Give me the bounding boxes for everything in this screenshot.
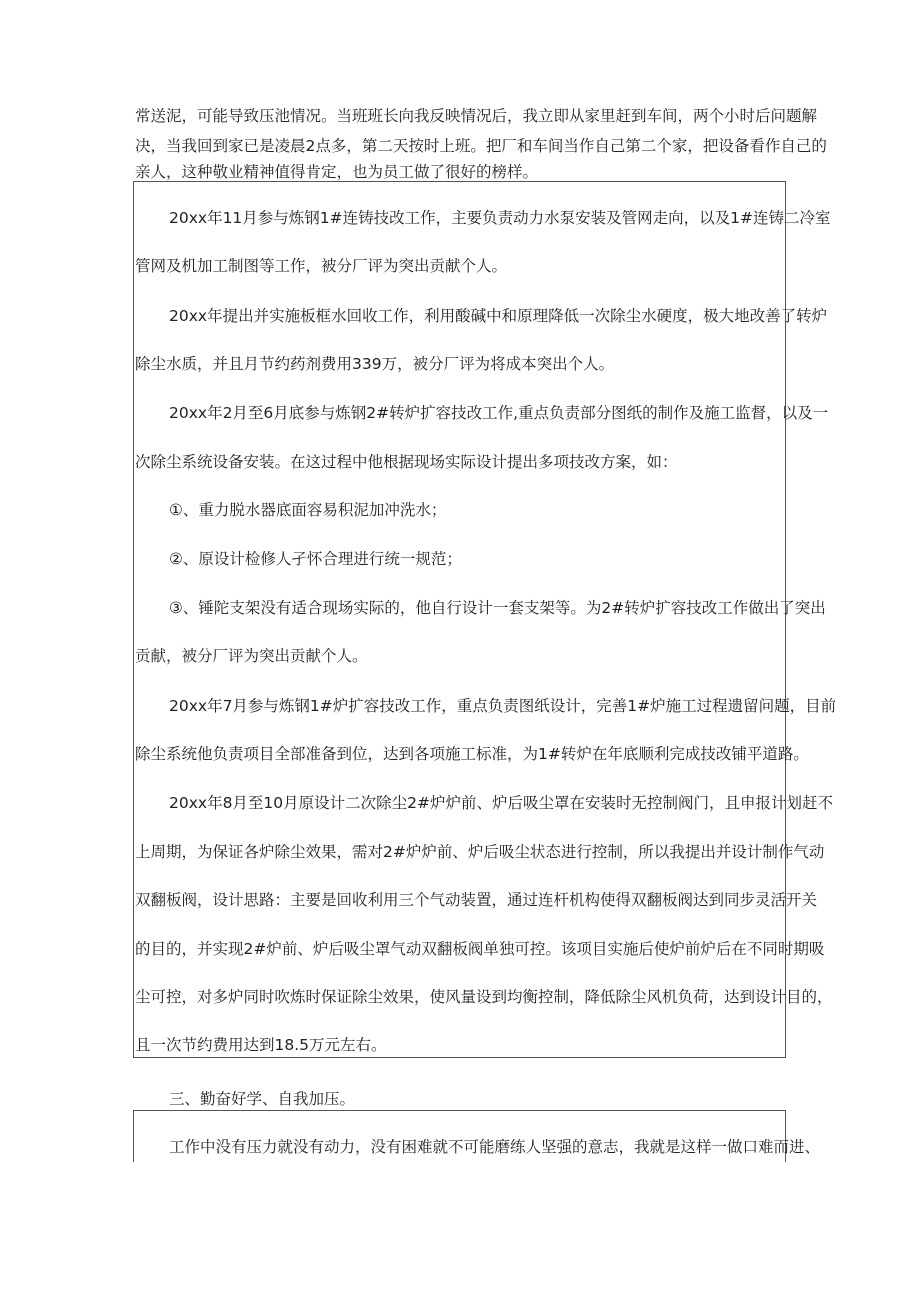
box1-p4-line-2: 除尘系统他负责项目全部准备到位，达到各项施工标准，为1#转炉在年底顺利完成技改铺平道路。 — [135, 745, 809, 763]
box1-p2-line-1: 20xx年提出并实施板框水回收工作，利用酸碱中和原理降低一次除尘水硬度，极大地改善了转炉 — [169, 307, 828, 325]
box1-p5-line-4: 的目的，并实现2#炉前、炉后吸尘罩气动双翻板阀单独可控。该项目实施后使炉前炉后在不同时期吸 — [135, 940, 825, 958]
box1-p1-line-2: 管网及机加工制图等工作，被分厂评为突出贡献个人。 — [135, 257, 508, 275]
box1-item-1: ①、重力脱水器底面容易积泥加冲洗水； — [169, 501, 447, 519]
box1-p5-line-1: 20xx年8月至10月原设计二次除尘2#炉炉前、炉后吸尘罩在安装时无控制阀门，且申报计划赶不 — [169, 794, 834, 812]
intro-line-1: 常送泥，可能导致压池情况。当班班长向我反映情况后，我立即从家里赶到车间，两个小时后问题解 — [135, 107, 818, 125]
box1-p5-line-3: 双翻板阀，设计思路：主要是回收利用三个气动装置，通过连杆机构使得双翻板阀达到同步灵活开关 — [135, 891, 818, 909]
box1-p3-line-1: 20xx年2月至6月底参与炼钢2#转炉扩容技改工作,重点负责部分图纸的制作及施工监督，以及一 — [169, 404, 829, 422]
box1-item-3-line-1: ③、锤陀支架没有适合现场实际的，他自行设计一套支架等。为2#转炉扩容技改工作做出了突出 — [169, 599, 826, 617]
box2-p1-line-1: 工作中没有压力就没有动力，没有困难就不可能磨练人坚强的意志，我就是这样一做口难而进、 — [169, 1138, 821, 1156]
box1-p3-line-2: 次除尘系统设备安装。在这过程中他根据现场实际设计提出多项技改方案，如： — [135, 453, 678, 471]
box1-p1-line-1: 20xx年11月参与炼钢1#连铸技改工作，主要负责动力水泵安装及管网走向，以及1#连铸二冷室 — [169, 209, 831, 227]
box1-item-2: ②、原设计检修人孑怀合理进行统一规范； — [169, 550, 462, 568]
box1-p2-line-2: 除尘水质，并且月节约药剂费用339万，被分厂评为将成本突出个人。 — [135, 355, 615, 373]
box1-p5-line-5: 尘可控，对多炉同时吹炼时保证除尘效果，使风量设到均衡控制，降低除尘风机负荷，达到设计目的， — [135, 988, 833, 1006]
box1-p4-line-1: 20xx年7月参与炼钢1#炉扩容技改工作，重点负责图纸设计，完善1#炉施工过程遗留问题，目前 — [169, 697, 837, 715]
box1-p5-line-6: 且一次节约费用达到18.5万元左右。 — [135, 1036, 387, 1054]
intro-line-2: 决，当我回到家已是凌晨2点多，第二天按时上班。把厂和车间当作自己第二个家，把设备看作自己的 — [135, 137, 827, 155]
section-3-heading: 三、勤奋好学、自我加压。 — [169, 1090, 356, 1108]
box1-p5-line-2: 上周期，为保证各炉除尘效果，需对2#炉炉前、炉后吸尘状态进行控制，所以我提出并设计制作气动 — [135, 843, 825, 861]
intro-line-3: 亲人，这种敬业精神值得肯定，也为员工做了很好的榜样。 — [135, 163, 539, 181]
box1-item-3-line-2: 贡献，被分厂评为突出贡献个人。 — [135, 647, 368, 665]
